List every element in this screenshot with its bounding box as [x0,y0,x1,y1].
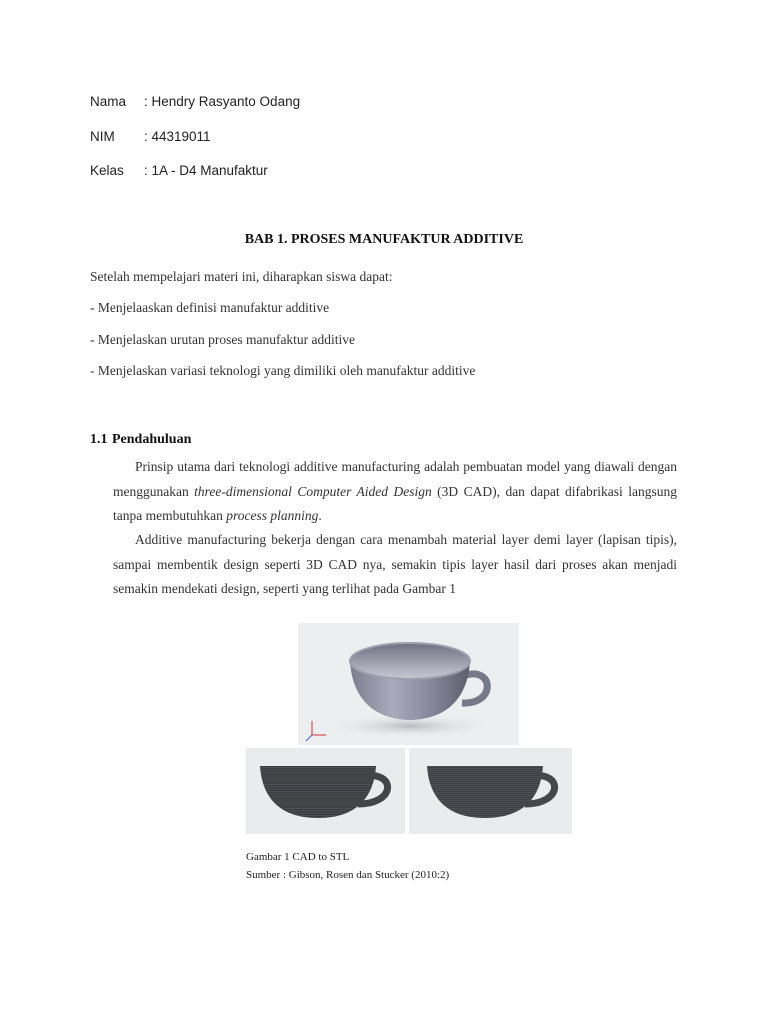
objective-item: - Menjelaskan variasi teknologi yang dimiliki oleh manufaktur additive [90,363,476,378]
section-heading [90,432,191,448]
paragraph-1-text-a: Prinsip utama dari teknologi additive manufacturing adalah pembuatan model yang diawali dengan menggunakan [113,459,677,499]
header-row-kelas [90,163,268,178]
stl-cup-fine-render [409,748,572,834]
objective-item: - Menjelaaskan definisi manufaktur additive [90,300,330,315]
figure-stl-cup-coarse [246,748,405,834]
chapter-title: BAB 1. PROSES MANUFAKTUR ADDITIVE [244,232,524,247]
figure-cad-cup [298,623,519,745]
figure-stl-cup-fine [409,748,572,834]
paragraph-1-term-cad: three-dimensional Computer Aided Design [194,483,432,499]
figure-caption: Gambar 1 CAD to STL [246,851,350,863]
paragraph-1-text-c: . [318,508,322,523]
header-row-name [90,94,300,109]
cad-cup-render [298,623,519,745]
name-value: : Hendry Rasyanto Odang [144,94,301,109]
name-label: Nama [90,94,127,109]
paragraph-1-text-b: (3D CAD), dan dapat difabrikasi langsung tanpa membutuhkan [113,483,677,523]
nim-label: NIM [90,129,115,144]
header-row-nim [90,129,211,144]
paragraph-2 [113,528,677,602]
stl-cup-coarse-render [246,748,405,834]
section-number: 1.1 [90,432,108,447]
kelas-value: : 1A - D4 Manufaktur [144,163,268,178]
nim-value: : 44319011 [144,129,211,144]
paragraph-1-term-planning: process planning [226,508,319,523]
figure-source: Sumber : Gibson, Rosen dan Stucker (2010:2) [246,869,450,881]
section-title: Pendahuluan [112,432,192,447]
paragraph-2-text: Additive manufacturing bekerja dengan cara menambah material layer demi layer (lapisan tipis), sampai membentik design seperti 3D CAD nya, semakin tipis layer hasil dari proses akan menjadi semakin mendekati design, seperti yang terlihat pada Gambar 1 [113,532,677,596]
paragraph-1 [113,455,677,529]
intro-lead: Setelah mempelajari materi ini, diharapkan siswa dapat: [90,269,393,284]
kelas-label: Kelas [90,163,124,178]
objective-item: - Menjelaskan urutan proses manufaktur additive [90,332,356,347]
